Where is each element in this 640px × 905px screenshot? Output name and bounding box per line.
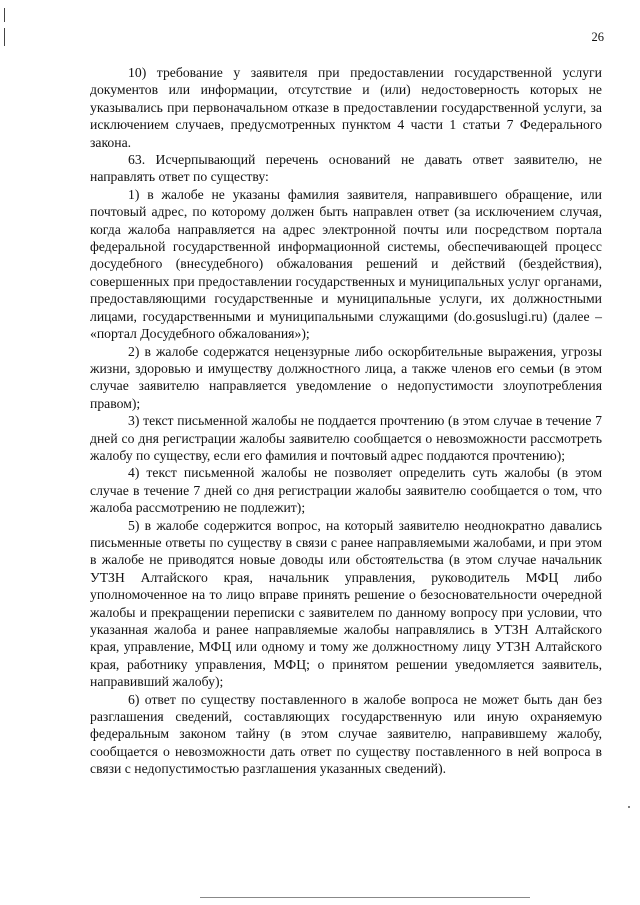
paragraph-item-2: 2) в жалобе содержатся нецензурные либо оскорбительные выражения, угрозы жизни, здоровью и имуществу должностного лица, а также членов его семьи (в этом случае заявителю направляется уведомление о недопустимости злоупотребления правом); <box>90 343 602 411</box>
scan-edge-mark <box>4 8 5 22</box>
paragraph-item-1: 1) в жалобе не указаны фамилия заявителя, направившего обращение, или почтовый адрес, по которому должен быть направлен ответ (за исключением случая, когда жалоба направляется на адрес электронной почты или посредством портала федеральной государственной информационной системы, обеспечивающей процесс досудебного (внесудебного) обжалования решений и действий (бездействия), совершенных при предоставлении государственных и муниципальных услуг органами, предоставляющими государственные и муниципальные услуги, их должностными лицами, государственными и муниципальными служащими (do.gosuslugi.ru) (далее – «портал Досудебного обжалования»); <box>90 186 602 342</box>
paragraph-item-10: 10) требование у заявителя при предоставлении государственной услуги документов или информации, отсутствие и (или) недостоверность которых не указывались при первоначальном отказе в предоставлении государственной услуги, за исключением случаев, предусмотренных пунктом 4 части 1 статьи 7 Федерального закона. <box>90 65 602 150</box>
paragraph-item-5: 5) в жалобе содержится вопрос, на который заявителю неоднократно давались письменные ответы по существу в связи с ранее направляемыми жалобами, и при этом в жалобе не приводятся новые доводы или обстоятельства (в этом случае начальник УТЗН Алтайского края, начальник управления, руководитель МФЦ либо уполномоченное на то лицо вправе принять решение о безосновательности очередной жалобы и прекращении переписки с заявителем по данному вопросу при условии, что указанная жалоба и ранее направляемые жалобы направлялись в УТЗН Алтайского края, управление, МФЦ или одному и тому же должностному лицу УТЗН Алтайского края, работнику управления, МФЦ; о принятом решении уведомляется заявитель, направивший жалобу); <box>90 517 602 690</box>
paragraph-section-63: 63. Исчерпывающий перечень оснований не давать ответ заявителю, не направлять ответ по существу: <box>90 152 602 185</box>
scan-bottom-rule <box>200 897 530 898</box>
scan-edge-mark <box>4 28 5 46</box>
page-number: 26 <box>591 30 604 44</box>
paragraph-item-3: 3) текст письменной жалобы не поддается прочтению (в этом случае в течение 7 дней со дня регистрации жалобы заявителю сообщается о невозможности рассмотреть жалобу по существу, если его фамилия и почтовый адрес поддаются прочтению); <box>90 413 602 463</box>
document-body <box>90 64 602 778</box>
paragraph-item-4: 4) текст письменной жалобы не позволяет определить суть жалобы (в этом случае в течение 7 дней со дня регистрации жалобы заявителю сообщается о том, что жалоба рассмотрению не подлежит); <box>90 465 602 516</box>
paragraph-item-6: 6) ответ по существу поставленного в жалобе вопроса не может быть дан без разглашения сведений, составляющих государственную или иную охраняемую федеральным законом тайну (в этом случае заявителю, направившему жалобу, сообщается о невозможности дать ответ по существу поставленного в ней вопроса в связи с недопустимостью разглашения указанных сведений). <box>90 691 602 777</box>
scan-speck <box>628 806 630 808</box>
